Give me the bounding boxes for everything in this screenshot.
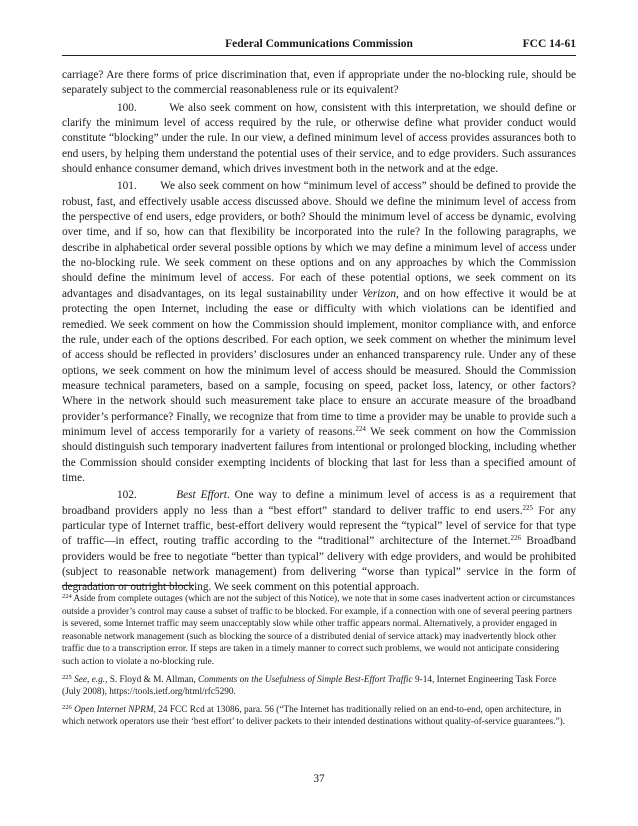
cited-title: Comments on the Usefulness of Simple Best-Effort Traffic xyxy=(198,674,413,685)
footnote-224 xyxy=(62,593,576,669)
header-title: Federal Communications Commission xyxy=(225,38,413,50)
page-header xyxy=(62,38,576,54)
paragraph-continuation: carriage? Are there forms of price discrimination that, even if appropriate under the no-blocking rule, should be separately subject to the commercial reasonableness rule or its equivalent? xyxy=(62,69,576,97)
footnote-text: Aside from complete outages (which are not the subject of this Notice), we note that in some cases inadvertent action or circumstances outside a provider’s control may cause a subset of traffic to be blocked. For example, if a connection with one of several peering partners is severed, some Internet traffic may seem unacceptably slow while other traffic appears normal. Alternatively, a provider engaged in reasonable network management (such as blocking the source of a distributed denial of service attack) may inadvertently block other traffic due to a transcription error. If steps are taken in a timely manner to correct such problems, we would not anticipate considering such action to violate a no-blocking rule. xyxy=(62,594,575,667)
case-name: Verizon xyxy=(362,287,396,300)
footnote-text: , S. Floyd & M. Allman, xyxy=(105,674,199,685)
paragraph-text: , and on how effective it would be at protecting the open Internet, including the ease or difficulty with which violations can be identified and remedied. We seek comment on how the Commission should implement, monitor compliance with, and enforce the rule, under each of the options described. For each option, we seek comment on whether the minimum level of access should be reflected in providers’ disclosures under an enhanced transparency rule. Under any of these options, we seek comment on how the minimum level of access should be measured. Should the Commission measure technical parameters, based on a sample, focusing on speed, packet loss, latency, or other factors? Where in the network should such measurement take place to ensure an accurate measure of the broadband provider’s performance? Finally, we recognize that from time to time a provider may be unable to provide such a minimum level of access temporarily for a variety of reasons. xyxy=(62,287,576,438)
footnote-ref-224[interactable]: 224 xyxy=(355,424,366,433)
footnote-number: 224 xyxy=(62,593,72,600)
footnote-225 xyxy=(62,674,576,699)
footnotes xyxy=(62,593,576,734)
cited-title: Open Internet NPRM xyxy=(71,704,154,715)
paragraph-number: 100. xyxy=(117,101,137,114)
paragraph-text: We also seek comment on how “minimum level of access” should be defined to provide the robust, fast, and effectively usable access discussed above. Should we define the minimum level of access from the perspective of end users, edge providers, or both? Should the minimum level of access be dynamic, evolving over time, and if so, how can that flexibility be incorporated into the rule? In the following paragraphs, we describe in alphabetical order several possible options by which we may define a minimum level of access under the no-blocking rule. We seek comment on these options and on any approaches by which the Commission should define the minimum level of access. For each of these potential options, we seek comment on its advantages and disadvantages, on its legal sustainability under xyxy=(62,180,577,300)
paragraph-text: Broadband providers would be free to negotiate “better than typical” delivery with edge providers, and would be prohibited (subject to reasonable network management) from delivering “worse than typical” service in the form of degradation or outright blocking. We seek comment on this potential approach. xyxy=(62,535,576,594)
footnote-226 xyxy=(62,704,576,729)
footnote-number: 226 xyxy=(62,703,72,711)
paragraph-number: 102. xyxy=(117,489,137,502)
citation-signal: See, e.g. xyxy=(71,674,106,685)
paragraph-101 xyxy=(62,179,576,486)
paragraph-text: We also seek comment on how, consistent with this interpretation, we should define or clarify the minimum level of access required by the rule, or otherwise define what provider conduct would constitute “blocking” under the rule. In our view, a defined minimum level of access provides assurances both to end users, by helping them understand the potential uses of their service, and to edge providers. Such assurances should enhance consumer demand, which drives investment both in the network and at the edge. xyxy=(62,101,577,176)
footnote-ref-226[interactable]: 226 xyxy=(510,534,521,543)
paragraph-100 xyxy=(62,101,576,178)
paragraph-text: We seek comment on how the Commission should distinguish such temporary inadvertent failures from intentional or prolonged blocking, including whether the Commission should consider exempting incidents of blocking that last for less than a specified amount of time. xyxy=(62,425,576,484)
paragraph-number: 101. xyxy=(117,180,137,193)
header-divider xyxy=(62,55,576,56)
paragraph-102 xyxy=(62,488,576,595)
paragraph-text: For any particular type of Internet traffic, best-effort delivery would represent the “typical” level of service for that type of traffic—in effect, routing traffic according to the “traditional” architecture of the Internet. xyxy=(62,504,576,548)
footnote-text: 9-14, Internet Engineering Task Force (July 2008), https://tools.ietf.org/html/rfc5290. xyxy=(62,674,557,698)
footnote-text: , 24 FCC Rcd at 13086, para. 56 (“The Internet has traditionally relied on an end-to-end, open architecture, in which network operators use their ‘best effort’ to deliver packets to their intended destinations without quality-of-service guarantees.”). xyxy=(62,704,566,728)
document-id: FCC 14-61 xyxy=(522,38,576,50)
footnote-ref-225[interactable]: 225 xyxy=(522,503,534,512)
footnote-divider xyxy=(62,585,194,586)
paragraph-heading: Best Effort xyxy=(176,489,227,502)
page-number: 37 xyxy=(313,773,325,785)
footnote-number: 225 xyxy=(62,673,72,681)
document-body xyxy=(62,68,576,598)
paragraph-text: . One way to define a minimum level of access is as a requirement that broadband providers apply no less than a “best effort” standard to deliver traffic to end users. xyxy=(62,489,577,517)
